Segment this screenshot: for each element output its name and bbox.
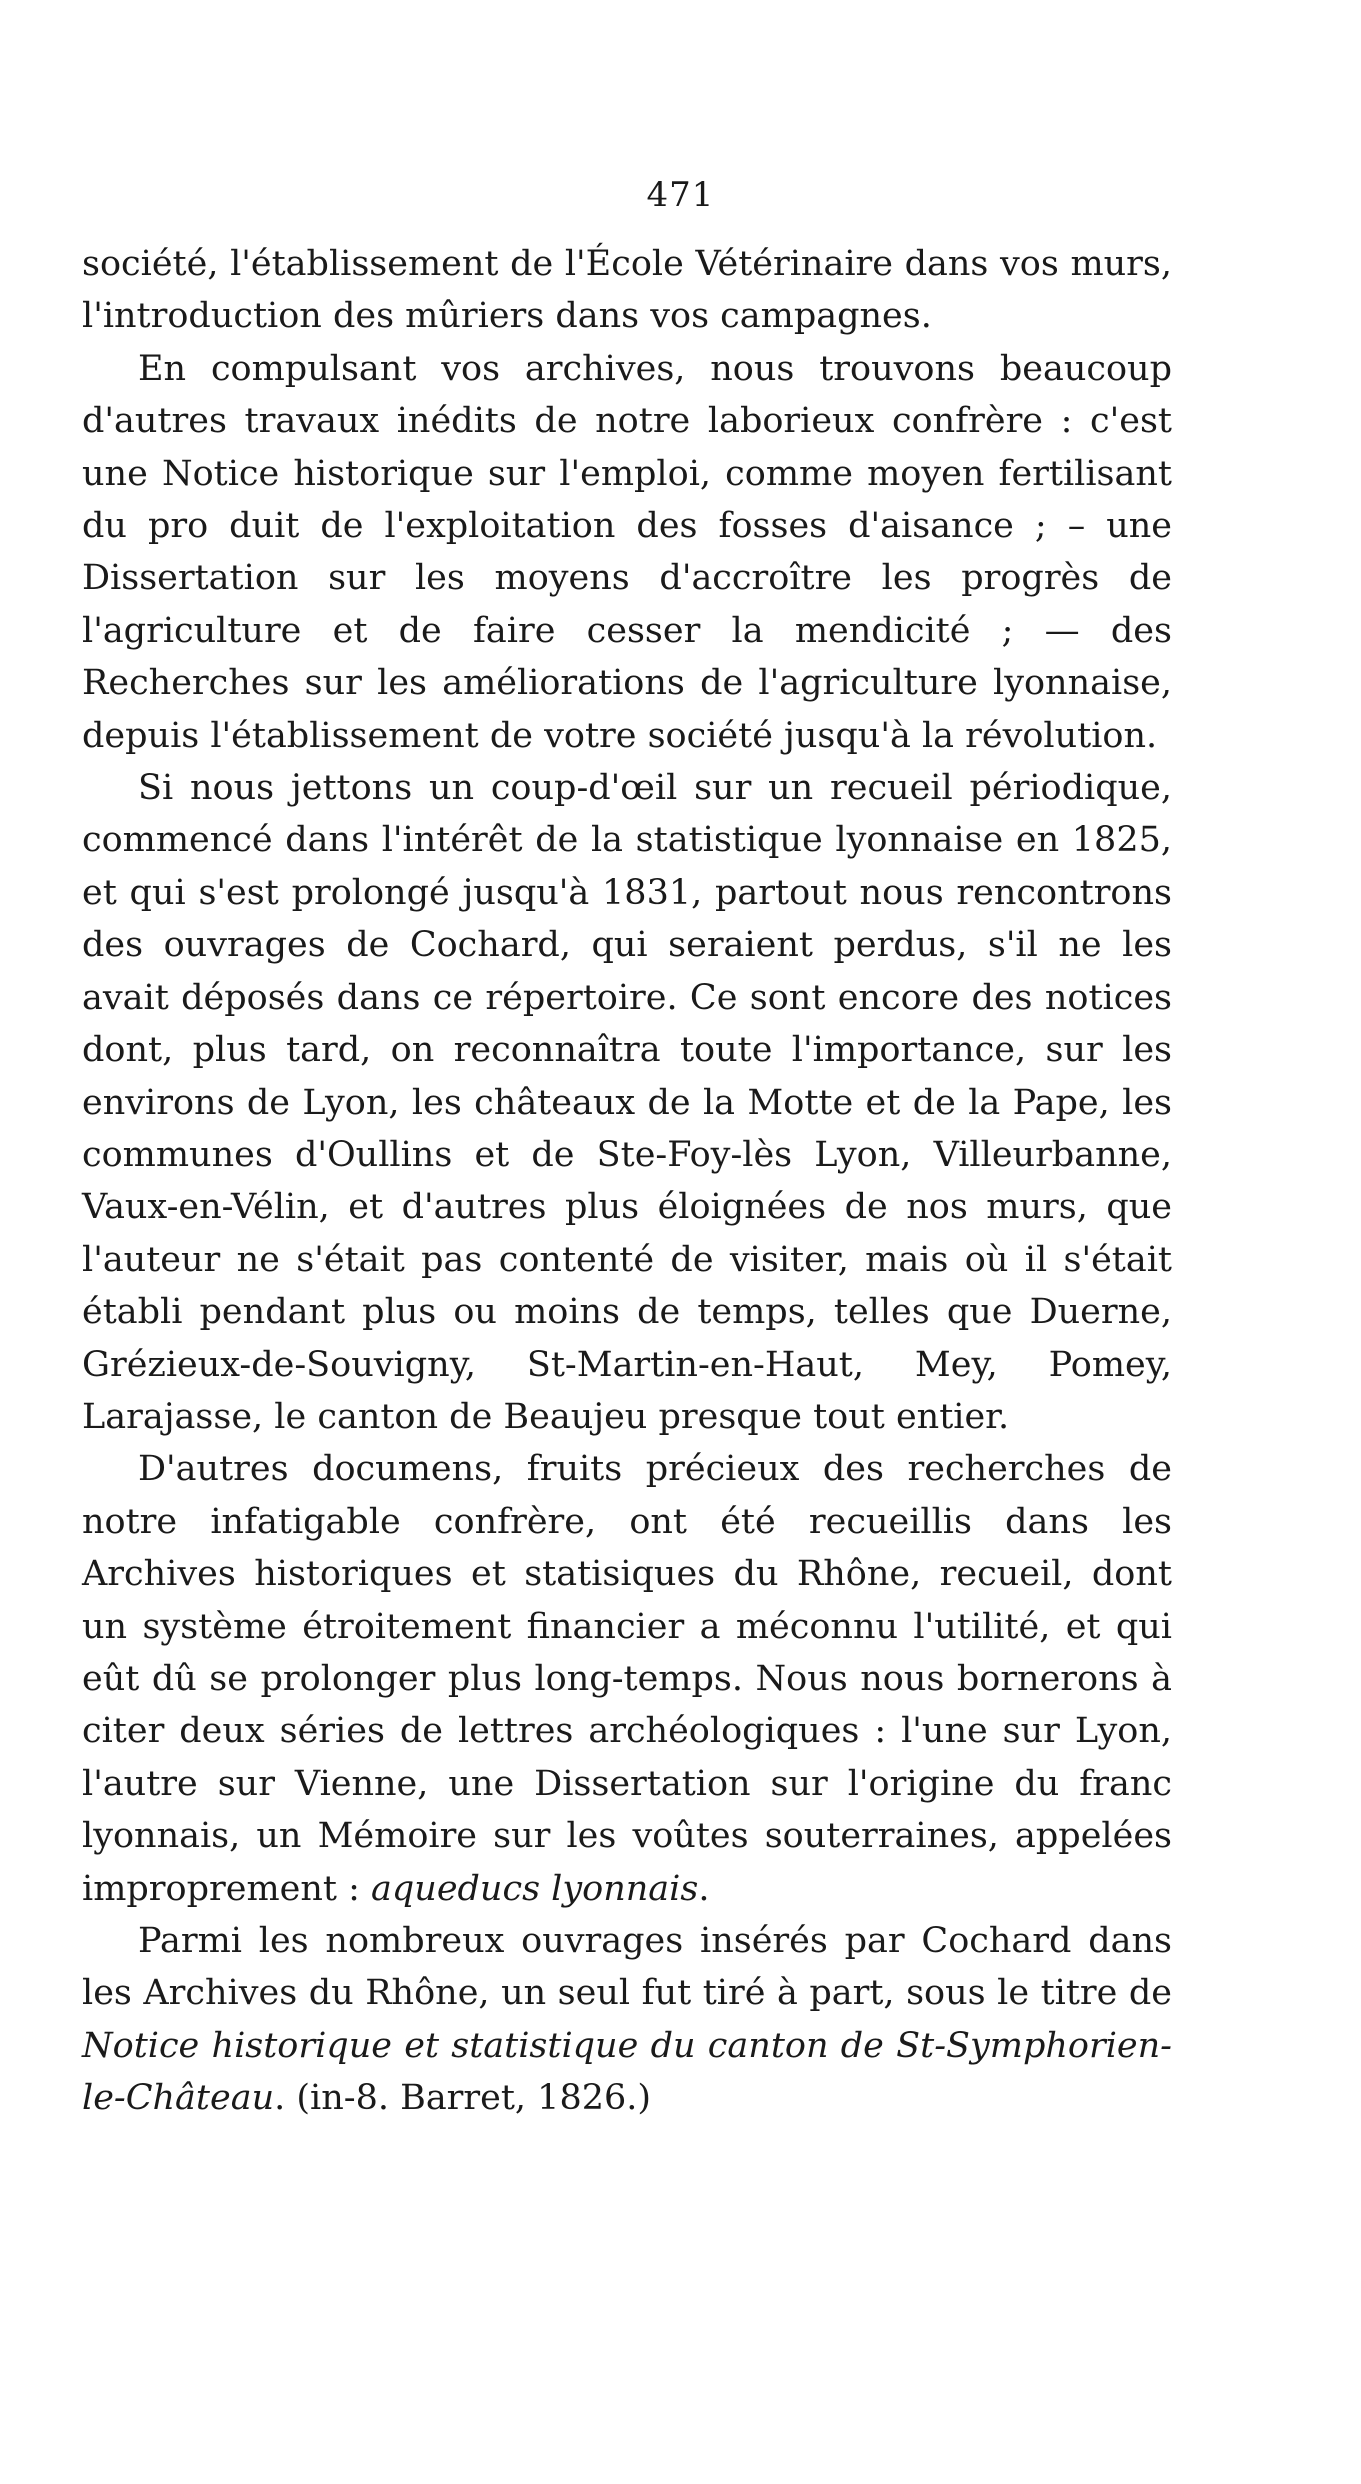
paragraph-4-end: . <box>698 1868 710 1909</box>
paragraph-5-text: Parmi les nombreux ouvrages insérés par Cochard dans les Archives du Rhône, un seul fut tiré à part, sous le titre de <box>82 1921 1172 2014</box>
paragraph-1: société, l'établissement de l'École Vétérinaire dans vos murs, l'introduction des mûriers dans vos campagnes. <box>82 244 1172 337</box>
paragraph-2: En compulsant vos archives, nous trouvons beaucoup d'autres travaux inédits de notre laborieux confrère : c'est une Notice historique sur l'emploi, comme moyen fertilisant du pro duit de l'exploitation des fosses d'aisance ; – une Dissertation sur les moyens d'accroître les progrès de l'agriculture et de faire cesser la mendicité ; — des Recherches sur les améliorations de l'agriculture lyonnaise, depuis l'établissement de votre société jusqu'à la révolution. <box>82 348 1172 756</box>
paragraph-5-italic-title: Notice historique et statistique du canton de St-Symphorien-le-Château <box>82 2025 1172 2119</box>
paragraph-4-text: D'autres documens, fruits précieux des recherches de notre infatigable confrère, ont été recueillis dans les Archives historiques et statisiques du Rhône, recueil, dont un système étroitement financier a méconnu l'utilité, et qui eût dû se prolonger plus long-temps. Nous nous bornerons à citer deux séries de lettres archéologiques : l'une sur Lyon, l'autre sur Vienne, une Dissertation sur l'origine du franc lyonnais, un Mémoire sur les voûtes souterraines, appelées improprement : <box>82 1449 1172 1909</box>
paragraph-5-end: . (in-8. Barret, 1826.) <box>274 2078 652 2119</box>
paragraph-4 <box>82 1443 1172 1915</box>
body-text <box>82 238 1172 2125</box>
paragraph-3: Si nous jettons un coup-d'œil sur un recueil périodique, commencé dans l'intérêt de la statistique lyonnaise en 1825, et qui s'est prolongé jusqu'à 1831, partout nous rencontrons des ouvrages de Cochard, qui seraient perdus, s'il ne les avait déposés dans ce répertoire. Ce sont encore des notices dont, plus tard, on reconnaîtra toute l'importance, sur les environs de Lyon, les châteaux de la Motte et de la Pape, les communes d'Oullins et de Ste-Foy-lès Lyon, Villeurbanne, Vaux-en-Vélin, et d'autres plus éloignées de nos murs, que l'auteur ne s'était pas contenté de visiter, mais où il s'était établi pendant plus ou moins de temps, telles que Duerne, Grézieux-de-Souvigny, St-Martin-en-Haut, Mey, Pomey, Larajasse, le canton de Beaujeu presque tout entier. <box>82 768 1172 1437</box>
paragraph-5 <box>82 1915 1172 2125</box>
page-number: 471 <box>646 175 715 215</box>
paragraph-4-italic-title: aqueducs lyonnais <box>371 1868 699 1909</box>
